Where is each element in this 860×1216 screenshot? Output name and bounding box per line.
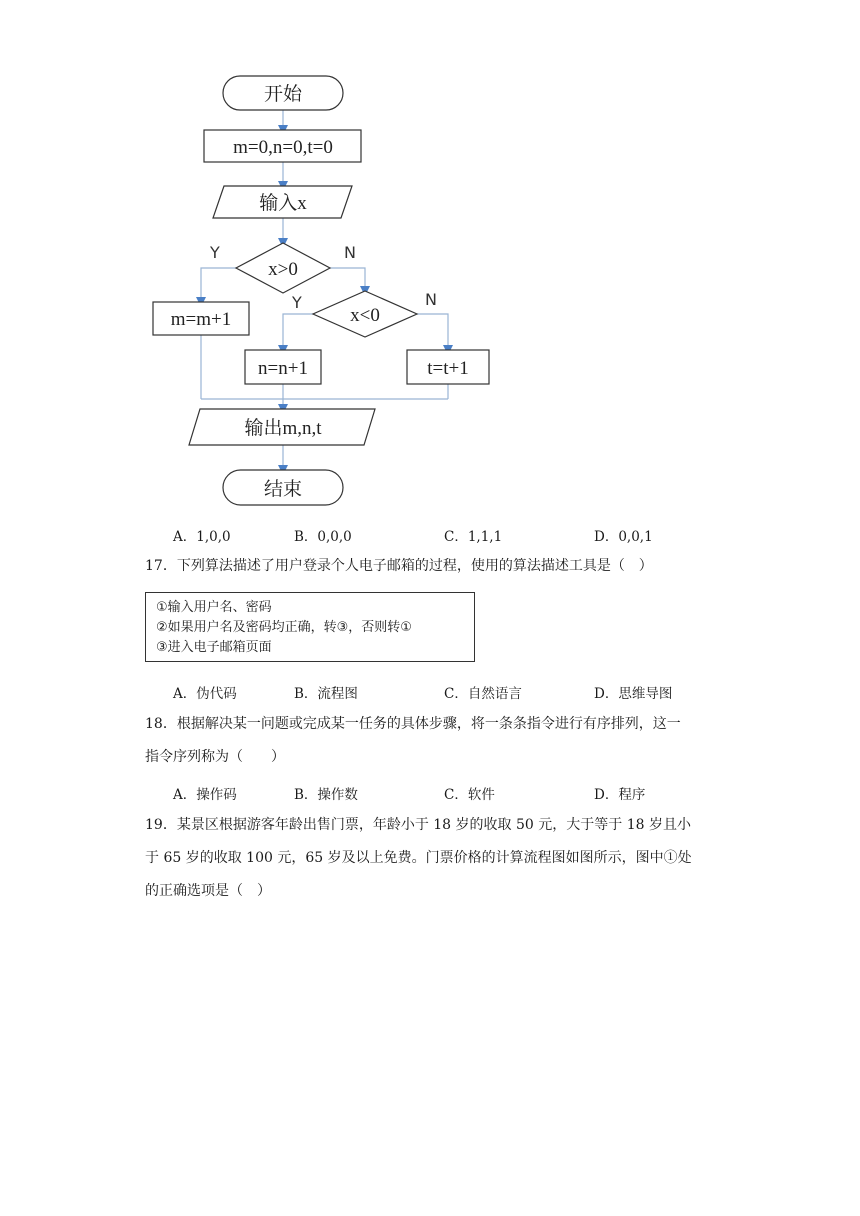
svg-text:x<0: x<0 [350, 305, 380, 326]
q17-option-d[interactable]: D．思维导图 [594, 686, 673, 702]
yes-label: Y [210, 243, 220, 262]
q18-option-b[interactable]: B．操作数 [294, 787, 358, 803]
flowchart [0, 0, 860, 520]
svg-text:结束: 结束 [263, 479, 303, 500]
q19-stem-line-3: 的正确选项是（ ） [145, 883, 271, 899]
decision-x-gt-0 [236, 243, 330, 293]
svg-text:输入x: 输入x [259, 193, 307, 214]
q18-stem-line-1: 18．根据解决某一问题或完成某一任务的具体步骤，将一条条指令进行有序排列，这一 [145, 716, 681, 732]
yes-label: Y [292, 293, 302, 312]
q18-option-c[interactable]: C．软件 [444, 787, 495, 803]
decision-x-lt-0 [313, 291, 417, 337]
init-process-box [204, 130, 361, 162]
q18-option-d[interactable]: D．程序 [594, 787, 646, 803]
q19-stem-line-2: 于 65 岁的收取 100 元，65 岁及以上免费。门票价格的计算流程图如图所示，图中①处 [145, 850, 692, 866]
svg-text:x>0: x>0 [268, 259, 298, 280]
q17-stem: 17．下列算法描述了用户登录个人电子邮箱的过程，使用的算法描述工具是（ ） [145, 558, 653, 574]
q16-option-a[interactable]: A．1,0,0 [173, 529, 231, 545]
svg-text:输出m,n,t: 输出m,n,t [244, 418, 322, 439]
algo-step-3: ③进入电子邮箱页面 [156, 640, 272, 655]
q17-option-a[interactable]: A．伪代码 [173, 686, 237, 702]
no-label: N [425, 290, 437, 309]
q17-option-b[interactable]: B．流程图 [294, 686, 358, 702]
output-parallelogram [189, 409, 375, 445]
end-terminal [223, 470, 343, 505]
q16-option-b[interactable]: B．0,0,0 [294, 529, 352, 545]
q16-option-d[interactable]: D．0,0,1 [594, 529, 653, 545]
algo-step-1: ①输入用户名、密码 [156, 600, 272, 615]
svg-text:n=n+1: n=n+1 [258, 358, 308, 379]
algo-step-2: ②如果用户名及密码均正确，转③，否则转① [156, 620, 412, 635]
process-n-increment [245, 350, 321, 384]
process-t-increment [407, 350, 489, 384]
q19-stem-line-1: 19．某景区根据游客年龄出售门票，年龄小于 18 岁的收取 50 元，大于等于 18 岁且小 [145, 817, 691, 833]
q18-option-a[interactable]: A．操作码 [173, 787, 237, 803]
no-label: N [344, 243, 356, 262]
process-m-increment [153, 302, 249, 335]
q16-option-c[interactable]: C．1,1,1 [444, 529, 503, 545]
svg-text:开始: 开始 [263, 84, 303, 105]
q17-algorithm-box [145, 592, 475, 662]
svg-text:t=t+1: t=t+1 [427, 358, 469, 379]
q18-stem-line-2: 指令序列称为（ ） [145, 749, 285, 765]
svg-text:m=0,n=0,t=0: m=0,n=0,t=0 [233, 137, 333, 158]
svg-text:m=m+1: m=m+1 [170, 309, 232, 330]
q17-option-c[interactable]: C．自然语言 [444, 686, 522, 702]
input-parallelogram [213, 186, 352, 218]
start-terminal [223, 76, 343, 110]
